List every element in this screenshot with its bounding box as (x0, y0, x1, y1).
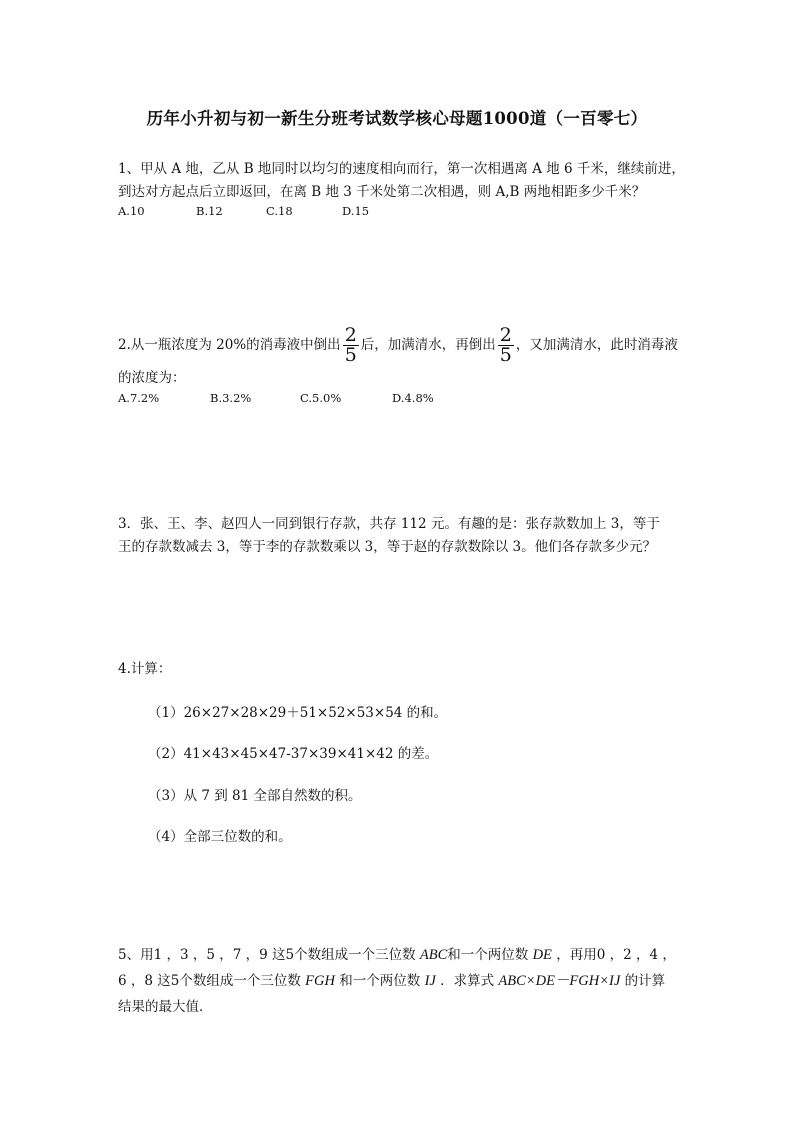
q5-text-2c: ．求算式 (440, 973, 495, 989)
q1-line-2: 到达对方起点后立即返回，在离 B 地 3 千米处第二次相遇，则 A,B 两地相距多少千米？ (118, 184, 646, 200)
q1-option-d: D.15 (342, 204, 370, 218)
q5-text-2a: 6 ，8 这5个数组成一个三位数 (118, 973, 301, 989)
q4-item-2: （2）41×43×45×47-37×39×41×42 的差。 (148, 746, 439, 762)
q1-option-a: A.10 (118, 204, 145, 218)
q5-text-1a: 5、用1 ，3 ，5 ，7 ，9 这5个数组成一个三位数 (118, 947, 416, 963)
q2-option-d: D.4.8% (392, 391, 434, 405)
q2-text-part-2: 后，加满清水，再倒出 (360, 337, 496, 353)
document-title: 历年小升初与初一新生分班考试数学核心母题1000道（一百零七） (146, 109, 648, 128)
q2-line-2: 的浓度为： (118, 370, 186, 386)
q2-text-part-1: 2.从一瓶浓度为 20%的消毒液中倒出 (118, 337, 341, 353)
q2-option-c: C.5.0% (300, 391, 342, 405)
q5-text-1c: ，再用0 ，2 ，4 ， (556, 947, 676, 963)
q4-item-1: （1）26×27×28×29＋51×52×53×54 的和。 (148, 705, 448, 721)
q2-option-b: B.3.2% (210, 391, 252, 405)
q2-fraction-2-numerator: 2 (499, 324, 512, 346)
q5-text-2b: 和一个两位数 (339, 973, 421, 989)
q4-heading: 4.计算： (118, 661, 172, 677)
q5-var-de: DE (532, 947, 552, 963)
q2-fraction-1 (343, 326, 359, 365)
q4-item-3: （3）从 7 到 81 全部自然数的积。 (148, 788, 362, 804)
q2-option-a: A.7.2% (118, 391, 160, 405)
q2-fraction-2 (498, 326, 514, 365)
q2-fraction-1-denominator: 5 (344, 344, 357, 366)
q1-option-b: B.12 (196, 204, 223, 218)
q5-line-2 (118, 970, 665, 992)
q5-expression: ABC×DE－FGH×IJ (498, 973, 621, 989)
q5-line-1 (118, 944, 676, 966)
q5-var-ij: IJ (424, 973, 436, 989)
q5-var-abc: ABC (419, 947, 448, 963)
q5-var-fgh: FGH (305, 973, 335, 989)
q4-item-4: （4）全部三位数的和。 (148, 829, 292, 845)
q5-text-2d: 的计算 (624, 973, 666, 989)
q2-text-part-3: ，又加满清水，此时消毒液 (515, 337, 678, 353)
q5-text-1b: 和一个两位数 (447, 947, 529, 963)
q5-line-3: 结果的最大值． (118, 999, 213, 1015)
q3-line-1: 3．张、王、李、赵四人一同到银行存款，共存 112 元。有趣的是：张存款数加上 3，等于 (118, 516, 660, 532)
q1-option-c: C.18 (266, 204, 293, 218)
q1-line-1: 1、甲从 A 地，乙从 B 地同时以均匀的速度相向而行，第一次相遇离 A 地 6 千米，继续前进， (118, 161, 685, 177)
q2-line-1 (118, 322, 678, 368)
q2-fraction-2-denominator: 5 (499, 344, 512, 366)
q2-fraction-1-numerator: 2 (344, 324, 357, 346)
q3-line-2: 王的存款数减去 3，等于李的存款数乘以 3，等于赵的存款数除以 3。他们各存款多少元？ (118, 539, 657, 555)
